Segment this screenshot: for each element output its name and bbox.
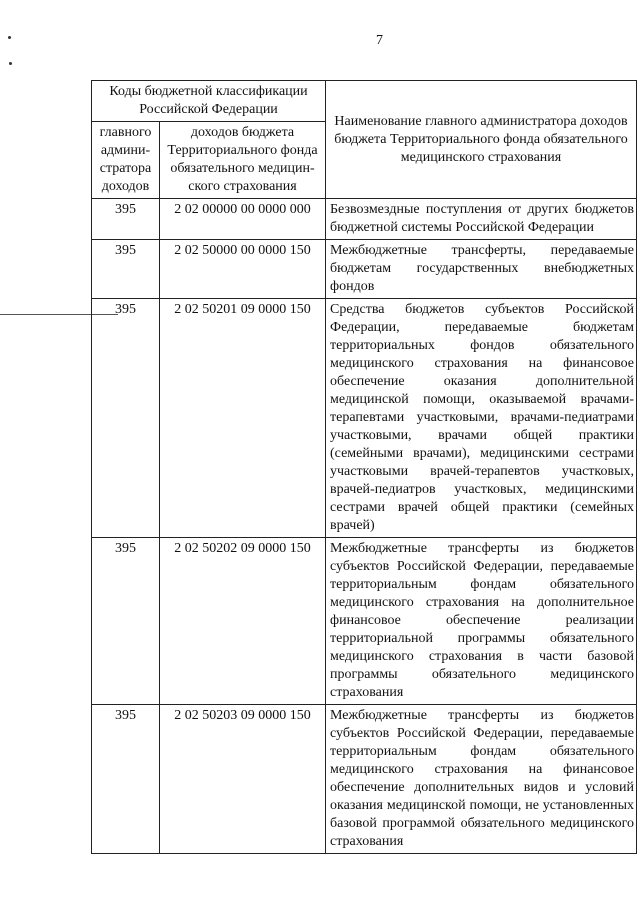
scan-speck: [8, 36, 11, 39]
row-admin-code: 395: [92, 199, 160, 240]
row-admin-code: 395: [92, 538, 160, 705]
header-admin-name: Наименование главного администратора доходов бюджета Территориального фонда обязательного медицинского страхования: [326, 81, 637, 199]
row-description: Межбюджетные трансферты, передаваемые бюджетам государственных внебюджетных фондов: [326, 240, 637, 299]
page-number: 7: [376, 33, 383, 48]
row-income-code: 2 02 00000 00 0000 000: [160, 199, 326, 240]
table-row: [92, 199, 637, 240]
budget-classification-table: [91, 80, 637, 854]
row-admin-code: 395: [92, 299, 160, 538]
row-income-code: 2 02 50000 00 0000 150: [160, 240, 326, 299]
row-description: Средства бюджетов субъектов Российской Федерации, передаваемые бюджетам территориальных фондов обязательного медицинского страхования на финансовое обеспечение оказания дополнительной медицинской помощи, оказываемой врачами-терапевтами участковыми, врачами-педиатрами участковыми, врачами общей практики (семейными врачами), медицинскими сестрами участковыми врачей-терапевтов участковых, врачей-педиатров участковых, медицинскими сестрами врачей общей практики (семейных врачей): [326, 299, 637, 538]
row-admin-code: 395: [92, 240, 160, 299]
header-income-code: доходов бюджета Территориального фонда обязательного медицин-ского страхования: [160, 122, 326, 199]
table-row: [92, 299, 637, 538]
header-main-admin: главного админи-стратора доходов: [92, 122, 160, 199]
row-income-code: 2 02 50202 09 0000 150: [160, 538, 326, 705]
row-description: Безвозмездные поступления от других бюджетов бюджетной системы Российской Федерации: [326, 199, 637, 240]
row-income-code: 2 02 50201 09 0000 150: [160, 299, 326, 538]
row-income-code: 2 02 50203 09 0000 150: [160, 705, 326, 854]
row-description: Межбюджетные трансферты из бюджетов субъектов Российской Федерации, передаваемые территориальным фондам обязательного медицинского страхования на дополнительное финансовое обеспечение реализации территориальной программы обязательного медицинского страхования в части базовой программы обязательного медицинского страхования: [326, 538, 637, 705]
table-row: [92, 538, 637, 705]
row-admin-code: 395: [92, 705, 160, 854]
row-description: Межбюджетные трансферты из бюджетов субъектов Российской Федерации, передаваемые территориальным фондам обязательного медицинского страхования на финансовое обеспечение дополнительных видов и условий оказания медицинской помощи, не установленных базовой программой обязательного медицинского страхования: [326, 705, 637, 854]
header-codes-group: Коды бюджетной классификации Российской Федерации: [92, 81, 326, 122]
table-header-row: [92, 81, 637, 122]
table-row: [92, 240, 637, 299]
scan-speck: [9, 62, 12, 65]
table-row: [92, 705, 637, 854]
